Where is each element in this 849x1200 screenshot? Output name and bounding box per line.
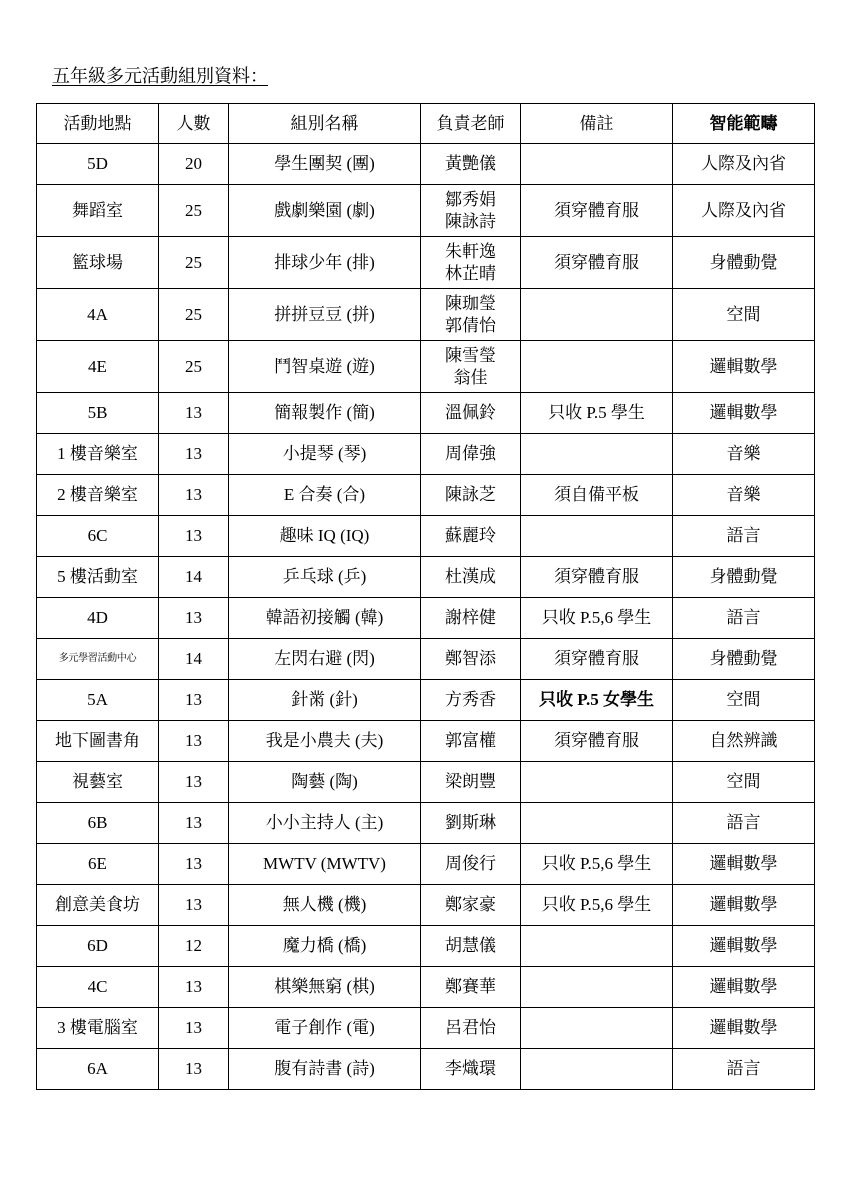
- table-body: [37, 144, 815, 1090]
- location-cell: 5D: [37, 144, 159, 185]
- group-name-cell: 電子創作 (電): [229, 1008, 421, 1049]
- location-cell: 6A: [37, 1049, 159, 1090]
- header-teacher: 負責老師: [421, 104, 521, 144]
- count-cell: 13: [159, 475, 229, 516]
- group-name-cell: 魔力橋 (橋): [229, 926, 421, 967]
- group-name-cell: 無人機 (機): [229, 885, 421, 926]
- count-cell: 13: [159, 721, 229, 762]
- group-name-cell: 鬥智桌遊 (遊): [229, 341, 421, 393]
- table-row: [37, 557, 815, 598]
- group-name-cell: 拼拼豆豆 (拼): [229, 289, 421, 341]
- table-row: [37, 237, 815, 289]
- location-cell: 4A: [37, 289, 159, 341]
- teacher-name: 陳雪瑩: [445, 345, 496, 365]
- group-name-cell: MWTV (MWTV): [229, 844, 421, 885]
- group-name-cell: 趣味 IQ (IQ): [229, 516, 421, 557]
- teacher-cell: [421, 598, 521, 639]
- header-group-name: 組別名稱: [229, 104, 421, 144]
- intelligence-domain-cell: 自然辨識: [673, 721, 815, 762]
- teacher-name: 翁佳: [453, 367, 488, 387]
- group-name-cell: 小提琴 (琴): [229, 434, 421, 475]
- teacher-name: 蘇麗玲: [445, 526, 496, 545]
- location-cell: 籃球場: [37, 237, 159, 289]
- intelligence-domain-cell: 空間: [673, 762, 815, 803]
- teacher-cell: [421, 557, 521, 598]
- header-count: 人數: [159, 104, 229, 144]
- header-intelligence-domain: 智能範疇: [673, 104, 815, 144]
- teacher-name: 陳詠詩: [445, 211, 496, 231]
- location-cell: 5 樓活動室: [37, 557, 159, 598]
- intelligence-domain-cell: 邏輯數學: [673, 341, 815, 393]
- location-cell: 1 樓音樂室: [37, 434, 159, 475]
- note-cell: 只收 P.5,6 學生: [521, 885, 673, 926]
- location-cell: 6D: [37, 926, 159, 967]
- table-row: [37, 289, 815, 341]
- document-title: 五年級多元活動組別資料：: [52, 66, 268, 86]
- teacher-name: 溫佩鈴: [445, 403, 496, 422]
- location-cell: 舞蹈室: [37, 185, 159, 237]
- intelligence-domain-cell: 身體動覺: [673, 237, 815, 289]
- intelligence-domain-cell: 音樂: [673, 434, 815, 475]
- teacher-name: 劉斯琳: [445, 813, 496, 832]
- teacher-name: 鄭賽華: [445, 977, 496, 996]
- intelligence-domain-cell: 邏輯數學: [673, 844, 815, 885]
- location-cell: 地下圖書角: [37, 721, 159, 762]
- teacher-cell: [421, 926, 521, 967]
- location-cell: 創意美食坊: [37, 885, 159, 926]
- teacher-name: 周俊行: [445, 854, 496, 873]
- count-cell: 13: [159, 803, 229, 844]
- teacher-name: 周偉強: [445, 444, 496, 463]
- teacher-name: 謝梓健: [445, 608, 496, 627]
- teacher-name: 朱軒逸: [445, 241, 496, 261]
- table-row: [37, 885, 815, 926]
- table-row: [37, 926, 815, 967]
- table-row: [37, 803, 815, 844]
- activity-groups-table: [36, 103, 815, 1090]
- count-cell: 13: [159, 885, 229, 926]
- teacher-cell: [421, 144, 521, 185]
- location-cell: 4D: [37, 598, 159, 639]
- teacher-cell: [421, 721, 521, 762]
- note-cell: [521, 926, 673, 967]
- group-name-cell: 戲劇樂園 (劇): [229, 185, 421, 237]
- note-cell: 須穿體育服: [521, 639, 673, 680]
- header-location: 活動地點: [37, 104, 159, 144]
- teacher-name: 陳珈瑩: [445, 293, 496, 313]
- group-name-cell: 針黹 (針): [229, 680, 421, 721]
- location-cell: 6B: [37, 803, 159, 844]
- group-name-cell: 乒乓球 (乒): [229, 557, 421, 598]
- teacher-cell: [421, 475, 521, 516]
- count-cell: 25: [159, 237, 229, 289]
- count-cell: 13: [159, 1008, 229, 1049]
- intelligence-domain-cell: 空間: [673, 680, 815, 721]
- teacher-cell: [421, 1049, 521, 1090]
- table-row: [37, 1049, 815, 1090]
- group-name-cell: 學生團契 (團): [229, 144, 421, 185]
- group-name-cell: E 合奏 (合): [229, 475, 421, 516]
- count-cell: 14: [159, 557, 229, 598]
- note-cell: 只收 P.5,6 學生: [521, 844, 673, 885]
- teacher-cell: [421, 237, 521, 289]
- note-cell: [521, 516, 673, 557]
- note-cell: [521, 144, 673, 185]
- table-row: [37, 341, 815, 393]
- count-cell: 20: [159, 144, 229, 185]
- group-name-cell: 棋樂無窮 (棋): [229, 967, 421, 1008]
- table-row: [37, 516, 815, 557]
- intelligence-domain-cell: 語言: [673, 803, 815, 844]
- group-name-cell: 排球少年 (排): [229, 237, 421, 289]
- table-row: [37, 185, 815, 237]
- header-note: 備註: [521, 104, 673, 144]
- note-cell: [521, 1008, 673, 1049]
- teacher-name: 李熾環: [445, 1059, 496, 1078]
- teacher-cell: [421, 844, 521, 885]
- teacher-name: 鄭智添: [445, 649, 496, 668]
- teacher-cell: [421, 1008, 521, 1049]
- note-cell: [521, 762, 673, 803]
- table-row: [37, 434, 815, 475]
- intelligence-domain-cell: 邏輯數學: [673, 885, 815, 926]
- table-row: [37, 144, 815, 185]
- teacher-cell: [421, 393, 521, 434]
- note-cell: 須穿體育服: [521, 185, 673, 237]
- group-name-cell: 陶藝 (陶): [229, 762, 421, 803]
- location-cell: 6C: [37, 516, 159, 557]
- teacher-cell: [421, 885, 521, 926]
- intelligence-domain-cell: 身體動覺: [673, 639, 815, 680]
- note-cell: [521, 967, 673, 1008]
- count-cell: 13: [159, 762, 229, 803]
- note-cell: 只收 P.5 學生: [521, 393, 673, 434]
- location-cell: 視藝室: [37, 762, 159, 803]
- teacher-name: 陳詠芝: [445, 485, 496, 504]
- location-cell: 4E: [37, 341, 159, 393]
- count-cell: 13: [159, 598, 229, 639]
- table-row: [37, 844, 815, 885]
- location-cell: 5A: [37, 680, 159, 721]
- table-row: [37, 967, 815, 1008]
- teacher-cell: [421, 639, 521, 680]
- intelligence-domain-cell: 語言: [673, 598, 815, 639]
- count-cell: 13: [159, 393, 229, 434]
- count-cell: 13: [159, 844, 229, 885]
- intelligence-domain-cell: 邏輯數學: [673, 1008, 815, 1049]
- note-cell: 只收 P.5,6 學生: [521, 598, 673, 639]
- note-cell: 須穿體育服: [521, 237, 673, 289]
- note-cell: [521, 289, 673, 341]
- table-row: [37, 598, 815, 639]
- intelligence-domain-cell: 語言: [673, 1049, 815, 1090]
- table-row: [37, 639, 815, 680]
- group-name-cell: 簡報製作 (簡): [229, 393, 421, 434]
- teacher-name: 杜漢成: [445, 567, 496, 586]
- group-name-cell: 小小主持人 (主): [229, 803, 421, 844]
- count-cell: 25: [159, 185, 229, 237]
- teacher-name: 呂君怡: [445, 1018, 496, 1037]
- count-cell: 13: [159, 1049, 229, 1090]
- note-cell: 須穿體育服: [521, 721, 673, 762]
- location-cell: 多元學習活動中心: [37, 639, 159, 680]
- note-cell: 須穿體育服: [521, 557, 673, 598]
- note-cell: [521, 434, 673, 475]
- note-cell: [521, 1049, 673, 1090]
- teacher-name: 鄭家豪: [445, 895, 496, 914]
- intelligence-domain-cell: 邏輯數學: [673, 967, 815, 1008]
- table-header-row: [37, 104, 815, 144]
- count-cell: 13: [159, 967, 229, 1008]
- note-cell: [521, 341, 673, 393]
- teacher-cell: [421, 341, 521, 393]
- teacher-cell: [421, 967, 521, 1008]
- location-cell: 4C: [37, 967, 159, 1008]
- teacher-name: 郭富權: [445, 731, 496, 750]
- teacher-cell: [421, 434, 521, 475]
- table-row: [37, 680, 815, 721]
- teacher-name: 林芷晴: [445, 263, 496, 283]
- intelligence-domain-cell: 邏輯數學: [673, 393, 815, 434]
- table-row: [37, 762, 815, 803]
- teacher-name: 方秀香: [445, 690, 496, 709]
- teacher-name: 郭倩怡: [445, 315, 496, 335]
- intelligence-domain-cell: 空間: [673, 289, 815, 341]
- table-row: [37, 1008, 815, 1049]
- teacher-cell: [421, 803, 521, 844]
- location-cell: 2 樓音樂室: [37, 475, 159, 516]
- count-cell: 12: [159, 926, 229, 967]
- teacher-name: 黃艷儀: [445, 154, 496, 173]
- note-cell: 只收 P.5 女學生: [521, 680, 673, 721]
- table-row: [37, 721, 815, 762]
- intelligence-domain-cell: 人際及內省: [673, 144, 815, 185]
- count-cell: 13: [159, 680, 229, 721]
- count-cell: 13: [159, 516, 229, 557]
- teacher-name: 胡慧儀: [445, 936, 496, 955]
- teacher-cell: [421, 289, 521, 341]
- teacher-cell: [421, 516, 521, 557]
- teacher-name: 梁朗豐: [445, 772, 496, 791]
- intelligence-domain-cell: 語言: [673, 516, 815, 557]
- count-cell: 25: [159, 341, 229, 393]
- count-cell: 14: [159, 639, 229, 680]
- teacher-cell: [421, 762, 521, 803]
- note-cell: [521, 803, 673, 844]
- location-cell: 5B: [37, 393, 159, 434]
- location-cell: 6E: [37, 844, 159, 885]
- teacher-cell: [421, 185, 521, 237]
- intelligence-domain-cell: 人際及內省: [673, 185, 815, 237]
- group-name-cell: 腹有詩書 (詩): [229, 1049, 421, 1090]
- count-cell: 25: [159, 289, 229, 341]
- intelligence-domain-cell: 邏輯數學: [673, 926, 815, 967]
- teacher-cell: [421, 680, 521, 721]
- teacher-name: 鄒秀娟: [445, 189, 496, 209]
- note-cell: 須自備平板: [521, 475, 673, 516]
- group-name-cell: 我是小農夫 (夫): [229, 721, 421, 762]
- intelligence-domain-cell: 音樂: [673, 475, 815, 516]
- count-cell: 13: [159, 434, 229, 475]
- group-name-cell: 左閃右避 (閃): [229, 639, 421, 680]
- group-name-cell: 韓語初接觸 (韓): [229, 598, 421, 639]
- location-cell: 3 樓電腦室: [37, 1008, 159, 1049]
- table-row: [37, 475, 815, 516]
- table-row: [37, 393, 815, 434]
- intelligence-domain-cell: 身體動覺: [673, 557, 815, 598]
